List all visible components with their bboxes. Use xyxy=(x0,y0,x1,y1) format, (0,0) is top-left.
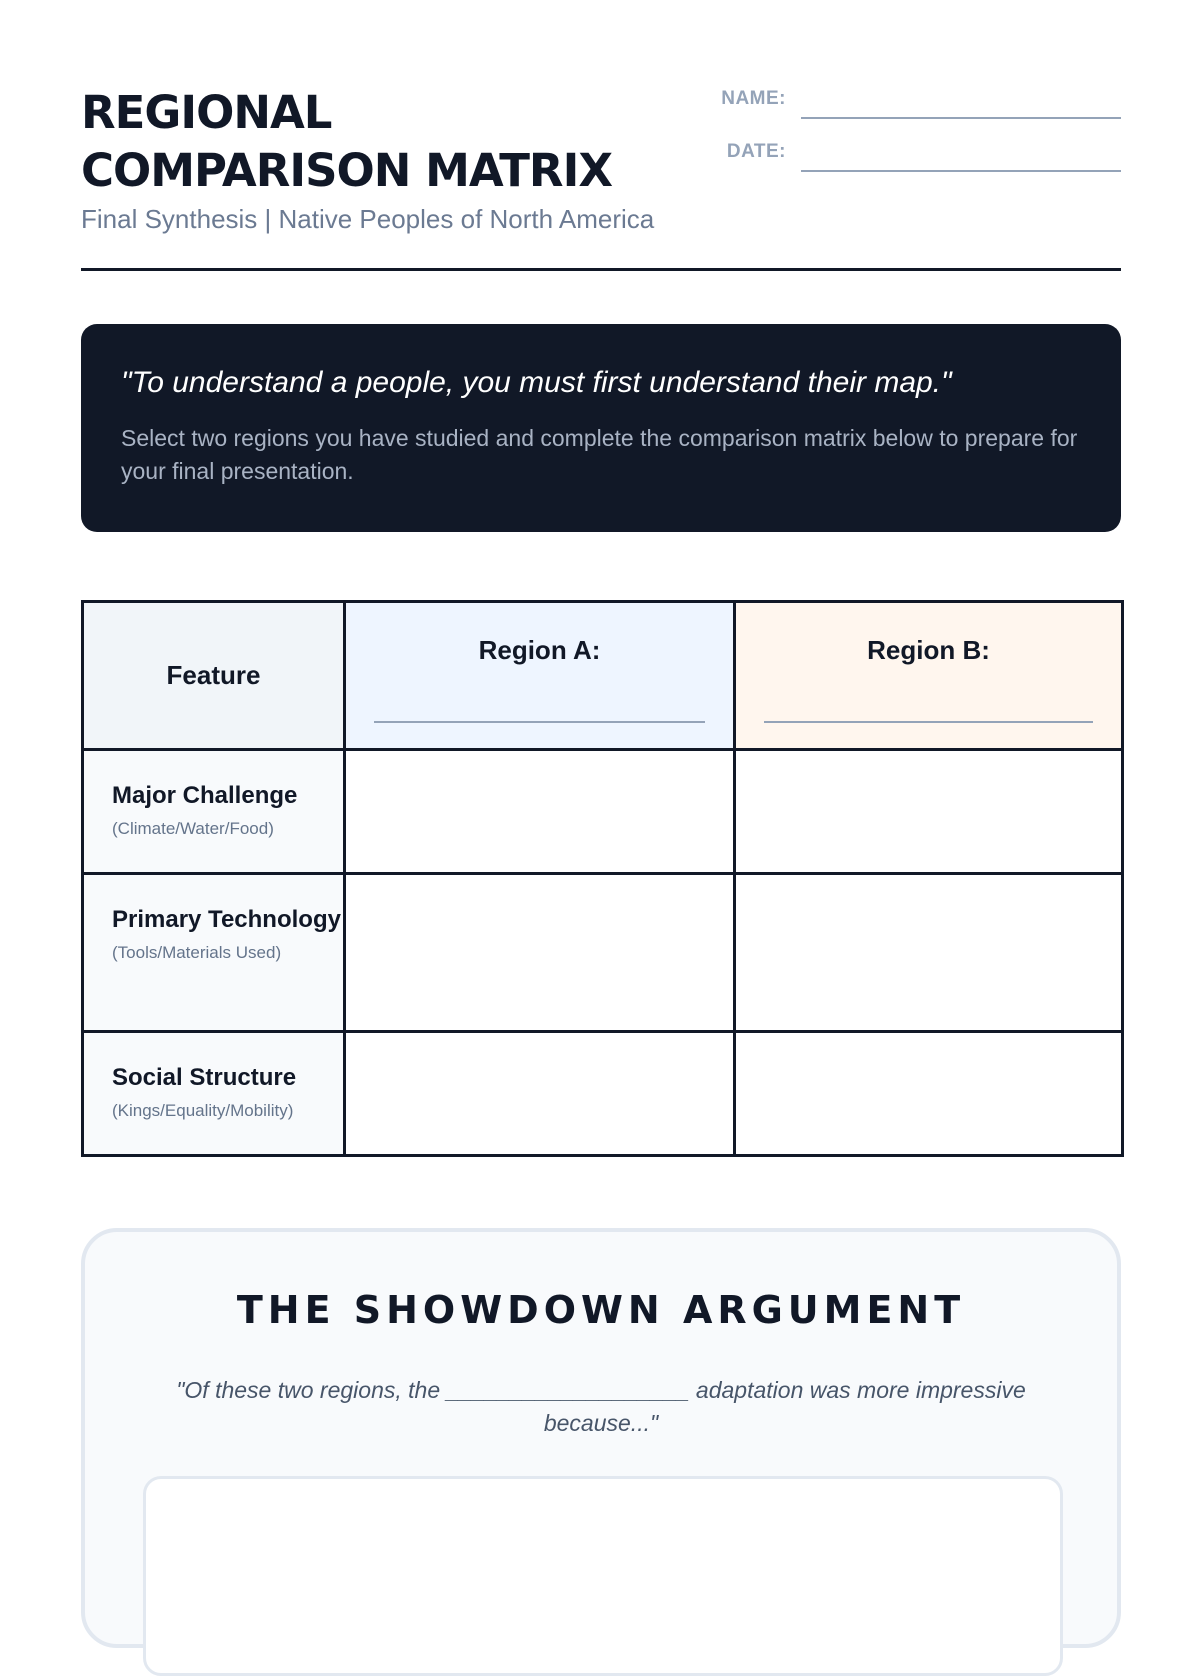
region-a-answer-cell[interactable] xyxy=(345,750,735,874)
row-hint: (Climate/Water/Food) xyxy=(112,819,274,838)
table-row xyxy=(83,874,1123,1032)
region-b-answer-cell[interactable] xyxy=(735,874,1123,1032)
argument-answer-box[interactable] xyxy=(143,1476,1063,1676)
region-a-name-field[interactable] xyxy=(374,721,705,723)
feature-column-header: Feature xyxy=(83,602,345,750)
row-feature-cell xyxy=(83,874,345,1032)
student-info xyxy=(701,84,1121,190)
region-b-header xyxy=(735,602,1123,750)
name-row xyxy=(701,84,1121,137)
matrix-header-row xyxy=(83,602,1123,750)
date-field[interactable] xyxy=(801,170,1121,172)
region-b-label: Region B: xyxy=(867,635,990,665)
row-title: Primary Technology xyxy=(112,906,341,933)
showdown-card xyxy=(81,1228,1121,1648)
comparison-matrix xyxy=(81,600,1124,1157)
row-hint: (Tools/Materials Used) xyxy=(112,943,282,962)
intro-quote: "To understand a people, you must first understand their map." xyxy=(121,366,952,399)
page-subtitle: Final Synthesis | Native Peoples of North America xyxy=(81,204,655,234)
region-b-answer-cell[interactable] xyxy=(735,1032,1123,1156)
header-divider xyxy=(81,268,1121,271)
region-a-answer-cell[interactable] xyxy=(345,1032,735,1156)
name-label: NAME: xyxy=(721,88,786,109)
page-title xyxy=(81,84,721,200)
region-a-answer-cell[interactable] xyxy=(345,874,735,1032)
row-title: Social Structure xyxy=(112,1064,297,1091)
title-line-2: COMPARISON MATRIX xyxy=(81,144,613,197)
showdown-title: THE SHOWDOWN ARGUMENT xyxy=(236,1288,966,1332)
region-b-name-field[interactable] xyxy=(764,721,1093,723)
table-row xyxy=(83,1032,1123,1156)
intro-quote-box xyxy=(81,324,1121,532)
name-field[interactable] xyxy=(801,117,1121,119)
date-row xyxy=(701,137,1121,190)
region-a-header xyxy=(345,602,735,750)
showdown-prompt: "Of these two regions, the ___________________ adaptation was more impressive because..." xyxy=(176,1377,1026,1436)
title-line-1: REGIONAL xyxy=(81,86,332,139)
row-feature-cell xyxy=(83,750,345,874)
intro-instructions: Select two regions you have studied and complete the comparison matrix below to prepare for your final presentation. xyxy=(121,425,1078,484)
row-title: Major Challenge xyxy=(112,782,298,809)
row-hint: (Kings/Equality/Mobility) xyxy=(112,1101,294,1120)
worksheet-header xyxy=(81,84,1121,270)
table-row xyxy=(83,750,1123,874)
row-feature-cell xyxy=(83,1032,345,1156)
date-label: DATE: xyxy=(726,141,786,162)
region-b-answer-cell[interactable] xyxy=(735,750,1123,874)
region-a-label: Region A: xyxy=(478,635,601,665)
